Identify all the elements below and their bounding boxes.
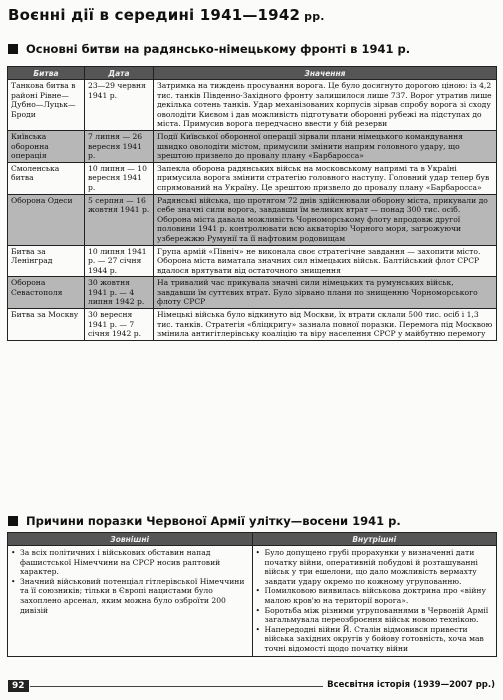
column-header-date: Дата — [85, 67, 154, 80]
header-prefix: Воєнні дії в середині — [8, 6, 200, 24]
list-item: • Напередодні війни Й. Сталін відмовився привести війська західних округів у бойову готовність, хоча мав точні відомості щодо початку війни — [256, 625, 494, 654]
list-item: • Значний військовий потенціал гітлерівської Німеччини та її союзників; тільки в Європі нацистами було захоплено арсенал, яким можна було озброїти 200 дивізій — [11, 577, 249, 615]
battle-cell: Битва за Ленінград — [8, 245, 85, 277]
column-header-external: Зовнішні — [8, 533, 253, 546]
page-number: 92 — [8, 680, 29, 692]
battle-cell: Танкова битва в районі Рівне—Дубно—Луцьк—Броди — [8, 80, 85, 131]
date-cell: 23—29 червня 1941 р. — [85, 80, 154, 131]
battles-table — [7, 66, 497, 341]
date-cell: 10 липня 1941 р. — 27 січня 1944 р. — [85, 245, 154, 277]
header-years: 1941—1942 — [199, 6, 301, 24]
square-bullet-icon — [8, 516, 18, 526]
date-cell: 7 липня — 26 вересня 1941 р. — [85, 130, 154, 162]
meaning-cell: Затримка на тиждень просування ворога. Це було досягнуто дорогою ціною: із 4,2 тис. танків Південно-Західного фронту залишилося лише 737. Ворог утратив лише декілька сотень танків. Удар механізованих корпусів зірвав спробу ворога зі сходу оволодіти Києвом і дав можливість підготувати оборонні рубежі на підступах до міста. Примусив ворога передчасно ввести у бій резерви — [154, 80, 497, 131]
list-item: • Помилковою виявилась військова доктрина про «війну малою кров'ю на території ворога». — [256, 586, 494, 605]
table-row — [8, 245, 497, 277]
meaning-cell: Група армій «Північ» не виконала своє стратегічне завдання — захопити місто. Оборона міста виматала значних сил німецьких військ. Балтійський флот СРСР вдалося врятувати від остаточного знищення — [154, 245, 497, 277]
battle-cell: Київська оборонна операція — [8, 130, 85, 162]
causes-table — [7, 532, 497, 657]
section-title: Причини поразки Червоної Армії улітку—восени 1941 р. — [26, 514, 401, 528]
meaning-cell: Запекла оборона радянських військ на московському напрямі та в Україні примусила ворога змінити стратегію головного наступу. Головний удар тепер був спрямований на Україну. Це зрештою призвело до провалу плану «Барбаросса» — [154, 162, 497, 194]
table-row — [8, 309, 497, 341]
table-row — [8, 194, 497, 245]
date-cell: 30 вересня 1941 р. — 7 січня 1942 р. — [85, 309, 154, 341]
section-title: Основні битви на радянсько-німецькому фронті в 1941 р. — [26, 42, 411, 56]
square-bullet-icon — [8, 44, 18, 54]
list-item: • За всіх політичних і військових обставин напад фашистської Німеччини на СРСР носив раптовий характер. — [11, 548, 249, 577]
meaning-cell: Радянські війська, що протягом 72 днів здійснювали оборону міста, прикували до себе значні сили ворога, завдавши їм великих втрат — понад 300 тис. осіб. Оборона міста давала можливість Чорноморському флоту впродовж другої половини 1941 р. контролювати всю акваторію Чорного моря, загрожуючи узбережжю Румунії та її нафтовим родовищам — [154, 194, 497, 245]
page-header — [8, 6, 325, 24]
battle-cell: Смоленська битва — [8, 162, 85, 194]
section-heading-causes — [8, 514, 401, 528]
section-heading-battles — [8, 42, 410, 56]
external-causes-cell — [8, 546, 253, 657]
table-row — [8, 130, 497, 162]
battle-cell: Оборона Одеси — [8, 194, 85, 245]
book-title: Всесвітня історія (1939—2007 рр.) — [323, 680, 495, 690]
table-row — [8, 80, 497, 131]
date-cell: 30 жовтня 1941 р. — 4 липня 1942 р. — [85, 277, 154, 309]
list-item: • Боротьба між різними угрупованнями в Червоній Армії загальмувала переозброєння військ новою технікою. — [256, 606, 494, 625]
meaning-cell: Німецькі війська було відкинуто від Москви, їх втрати склали 500 тис. осіб і 1,3 тис. танків. Стратегія «бліцкригу» зазнала повної поразки. Перемога під Москвою змінила антигітлерівську коаліцію та віру населення СРСР у майбутню перемогу — [154, 309, 497, 341]
date-cell: 5 серпня — 16 жовтня 1941 р. — [85, 194, 154, 245]
internal-causes-cell — [252, 546, 497, 657]
column-header-battle: Битва — [8, 67, 85, 80]
table-row — [8, 277, 497, 309]
header-suffix: рр. — [300, 10, 325, 23]
list-item: • Було допущено грубі прорахунки у визначенні дати початку війни, оперативній побудові й розташуванні військ у три ешелони, що дало можливість вермахту завдати удару окремо по кожному угрупованню. — [256, 548, 494, 586]
column-header-internal: Внутрішні — [252, 533, 497, 546]
battle-cell: Битва за Москву — [8, 309, 85, 341]
meaning-cell: Події Київської оборонної операції зірвали плани німецького командування швидко оволодіти містом, примусили змінити напрям головного удару, що зрештою призвело до провалу плану «Барбаросса» — [154, 130, 497, 162]
column-header-meaning: Значення — [154, 67, 497, 80]
meaning-cell: На тривалий час прикувала значні сили німецьких та румунських військ, завдавши їм суттєвих втрат. Було зірвано плани по знищенню Чорноморського флоту СРСР — [154, 277, 497, 309]
page-footer — [0, 678, 503, 696]
date-cell: 10 липня — 10 вересня 1941 р. — [85, 162, 154, 194]
table-row — [8, 162, 497, 194]
battle-cell: Оборона Севастополя — [8, 277, 85, 309]
